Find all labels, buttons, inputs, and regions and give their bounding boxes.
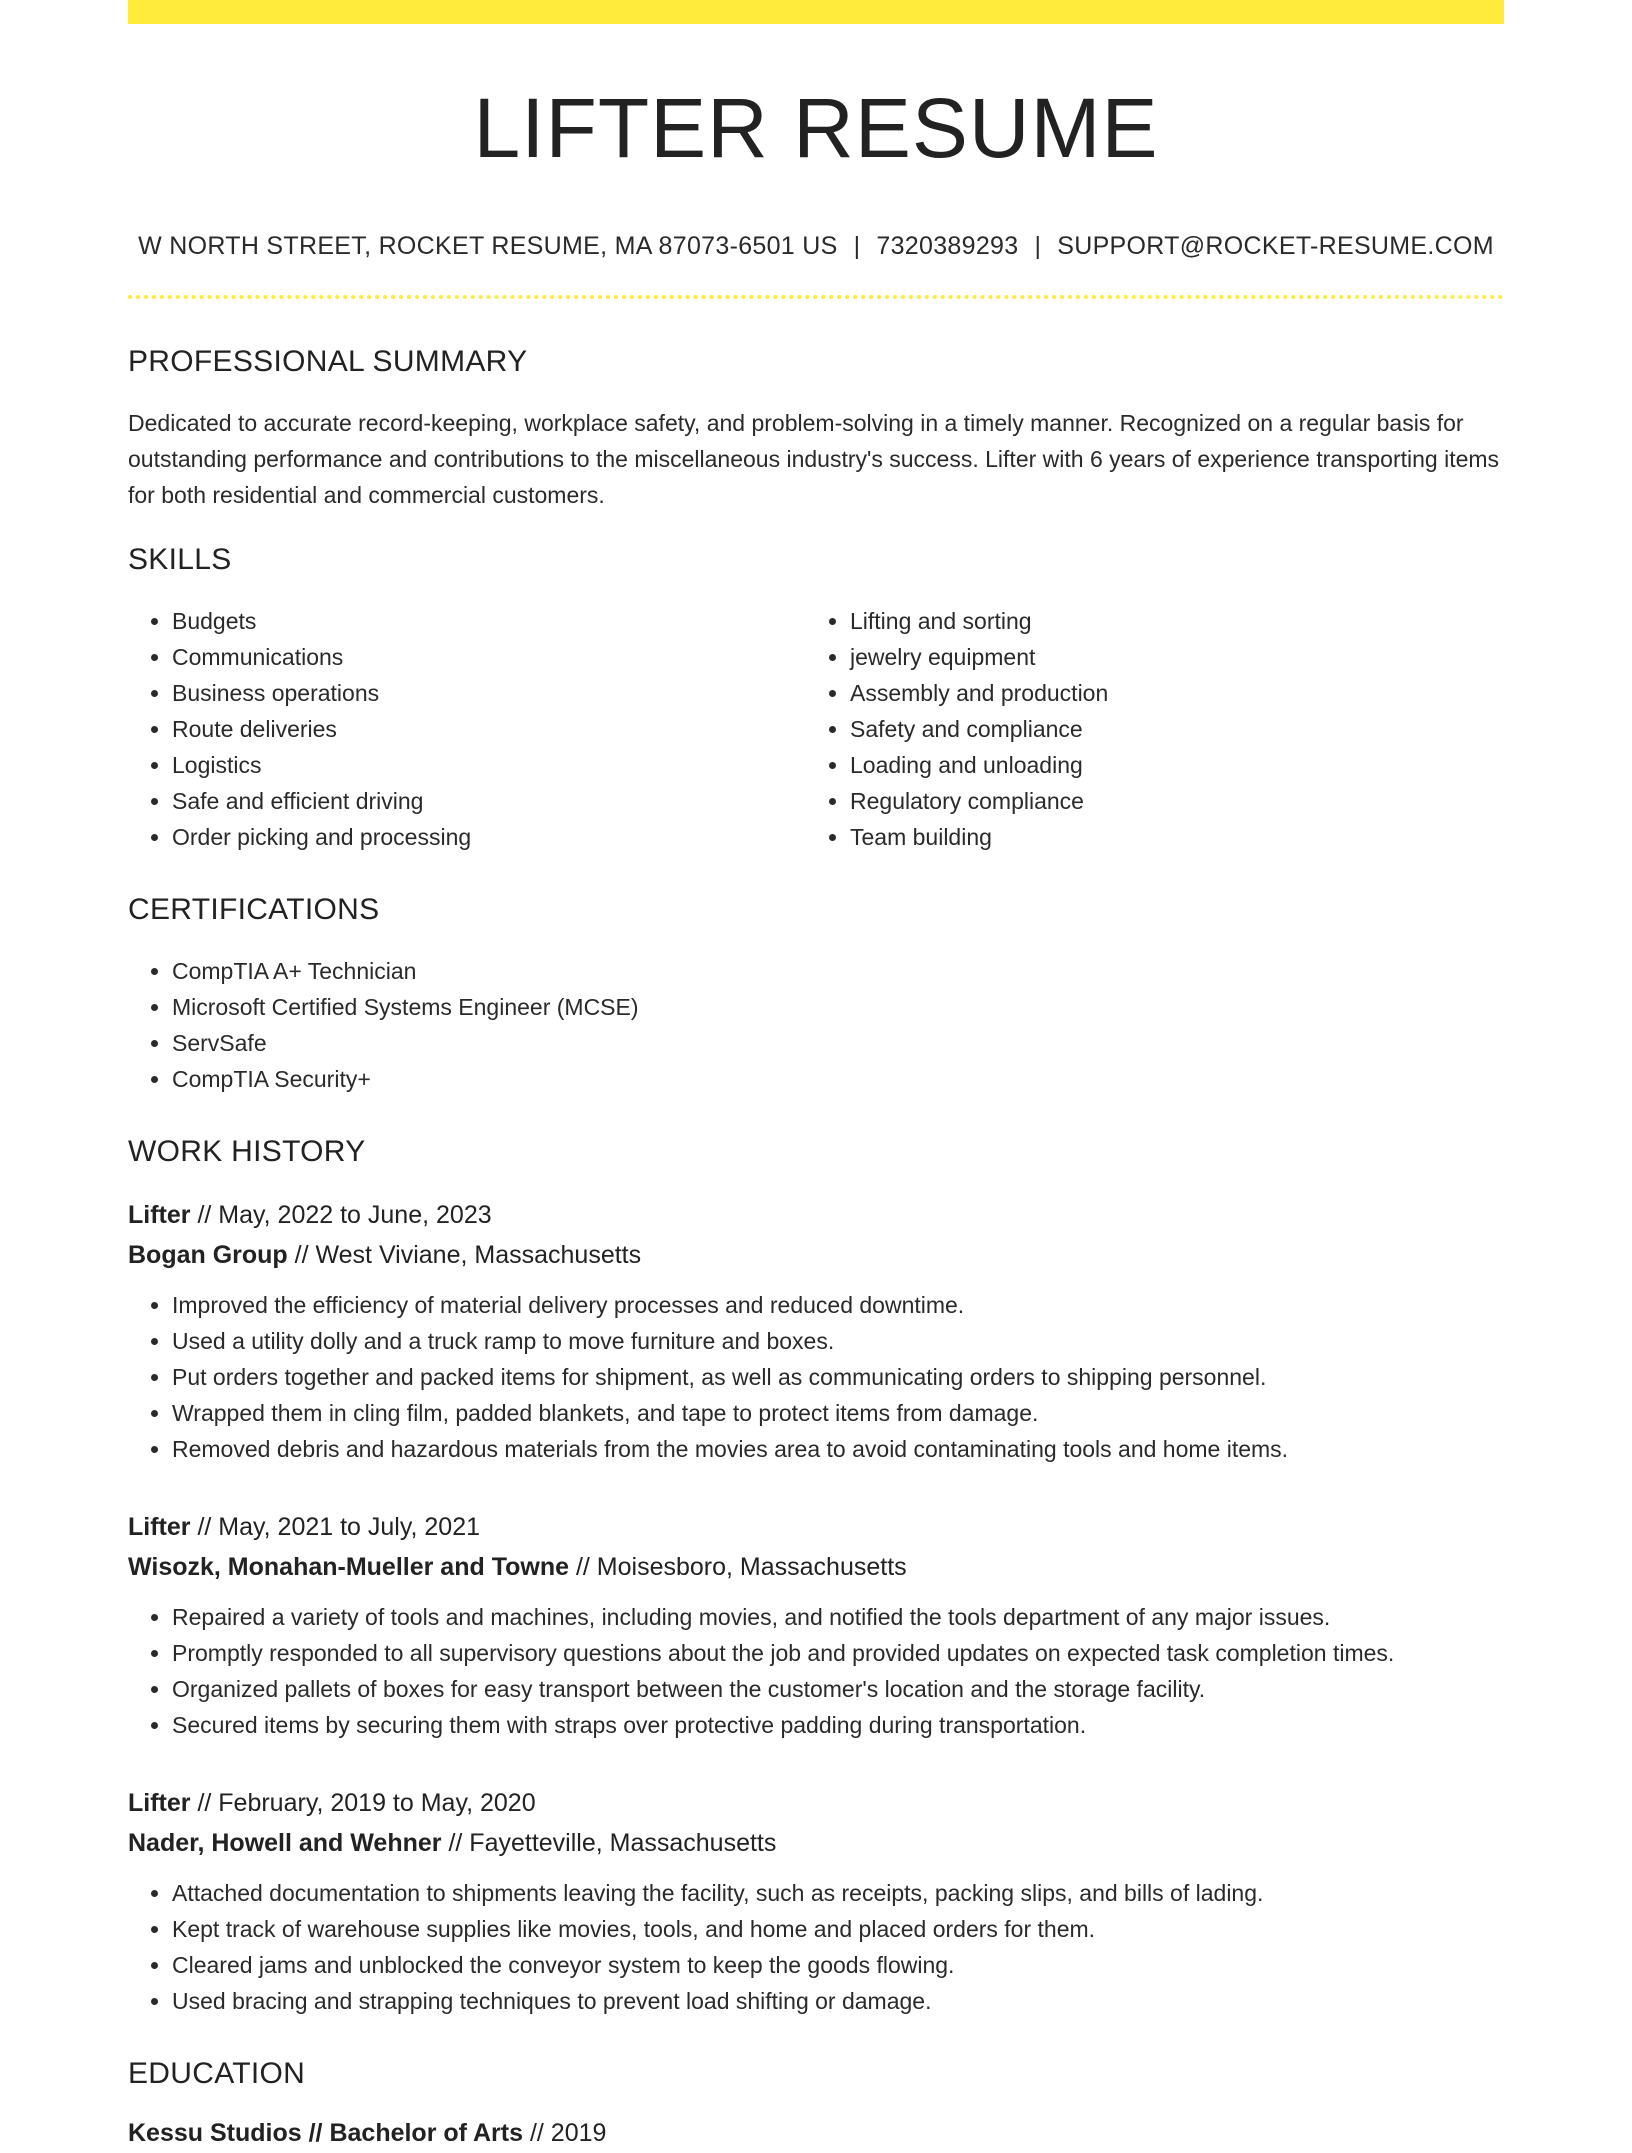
job-company-line: [128, 1235, 1504, 1275]
skills-grid: [128, 603, 1504, 855]
skill-item: • jewelry equipment: [850, 639, 1484, 675]
job-bullet: • Kept track of warehouse supplies like movies, tools, and home and placed orders for them.: [172, 1911, 1504, 1947]
skill-item: • Budgets: [172, 603, 806, 639]
contact-email[interactable]: SUPPORT@ROCKET-RESUME.COM: [1057, 232, 1494, 261]
job-bullets: [128, 1287, 1504, 1467]
dotted-divider: [128, 295, 1504, 299]
certifications-list: [128, 953, 1504, 1097]
contact-phone[interactable]: 7320389293: [876, 232, 1019, 261]
top-accent-bar: [128, 0, 1504, 24]
job-title: Lifter: [128, 1789, 191, 1818]
certification-item: • Microsoft Certified Systems Engineer (MCSE): [172, 989, 1504, 1025]
job-title-line: [128, 1195, 1504, 1235]
education-section: [128, 2057, 1504, 2153]
skills-section: [128, 543, 1504, 855]
education-year: // 2019: [523, 2119, 607, 2148]
job-company: Wisozk, Monahan-Mueller and Towne: [128, 1553, 570, 1582]
job-title-line: [128, 1783, 1504, 1823]
job-bullet: • Cleared jams and unblocked the conveyor system to keep the goods flowing.: [172, 1947, 1504, 1983]
job-location: // West Viviane, Massachusetts: [287, 1241, 642, 1270]
section-heading: EDUCATION: [128, 2057, 306, 2091]
skill-item: • Regulatory compliance: [850, 783, 1484, 819]
skill-item: • Safety and compliance: [850, 711, 1484, 747]
job-bullet: • Wrapped them in cling film, padded blankets, and tape to protect items from damage.: [172, 1395, 1504, 1431]
job-bullet: • Put orders together and packed items for shipment, as well as communicating orders to shipping personnel.: [172, 1359, 1504, 1395]
skill-item: • Assembly and production: [850, 675, 1484, 711]
skill-item: • Route deliveries: [172, 711, 806, 747]
contact-separator: |: [1034, 232, 1042, 261]
professional-summary-section: [128, 345, 1504, 513]
skill-item: • Team building: [850, 819, 1484, 855]
section-heading: WORK HISTORY: [128, 1135, 366, 1169]
certification-item: • CompTIA A+ Technician: [172, 953, 1504, 989]
section-heading: CERTIFICATIONS: [128, 893, 380, 927]
contact-line: [128, 232, 1504, 261]
job-bullets: [128, 1875, 1504, 2019]
summary-text: Dedicated to accurate record-keeping, workplace safety, and problem-solving in a timely manner. Recognized on a regular basis for outstanding performance and contributions to the miscellaneous industry's success. Lifter with 6 years of experience transporting items for both residential and commercial customers.: [128, 410, 1500, 509]
job-title: Lifter: [128, 1201, 191, 1230]
job-bullet: • Secured items by securing them with straps over protective padding during transportation.: [172, 1707, 1504, 1743]
section-heading: SKILLS: [128, 543, 232, 577]
skills-list-right: [806, 603, 1484, 855]
education-degree: Bachelor of Arts: [329, 2119, 524, 2148]
job-bullet: • Improved the efficiency of material delivery processes and reduced downtime.: [172, 1287, 1504, 1323]
job-entry: [128, 1195, 1504, 1467]
education-school: Kessu Studios: [128, 2119, 302, 2148]
skill-item: • Logistics: [172, 747, 806, 783]
job-bullet: • Organized pallets of boxes for easy transport between the customer's location and the storage facility.: [172, 1671, 1504, 1707]
job-entry: [128, 1783, 1504, 2019]
skill-item: • Communications: [172, 639, 806, 675]
job-dates: // May, 2021 to July, 2021: [190, 1513, 481, 1542]
education-line: Kessu Studios // Bachelor of Arts // 2019: [128, 2119, 607, 2148]
job-bullet: • Promptly responded to all supervisory questions about the job and provided updates on expected task completion times.: [172, 1635, 1504, 1671]
certification-item: • ServSafe: [172, 1025, 1504, 1061]
job-bullet: • Repaired a variety of tools and machines, including movies, and notified the tools department of any major issues.: [172, 1599, 1504, 1635]
job-bullets: [128, 1599, 1504, 1743]
job-company-line: [128, 1823, 1504, 1863]
job-company-line: [128, 1547, 1504, 1587]
resume-title: LIFTER RESUME: [473, 81, 1159, 175]
skill-item: • Loading and unloading: [850, 747, 1484, 783]
job-dates: // May, 2022 to June, 2023: [190, 1201, 492, 1230]
job-location: // Moisesboro, Massachusetts: [569, 1553, 907, 1582]
job-bullet: • Used bracing and strapping techniques to prevent load shifting or damage.: [172, 1983, 1504, 2019]
resume-page: [128, 0, 1504, 2153]
job-bullet: • Removed debris and hazardous materials from the movies area to avoid contaminating tools and home items.: [172, 1431, 1504, 1467]
certification-item: • CompTIA Security+: [172, 1061, 1504, 1097]
skill-item: • Order picking and processing: [172, 819, 806, 855]
job-bullet: • Used a utility dolly and a truck ramp to move furniture and boxes.: [172, 1323, 1504, 1359]
job-title: Lifter: [128, 1513, 191, 1542]
skill-item: • Business operations: [172, 675, 806, 711]
skill-item: • Lifting and sorting: [850, 603, 1484, 639]
job-bullet: • Attached documentation to shipments leaving the facility, such as receipts, packing slips, and bills of lading.: [172, 1875, 1504, 1911]
certifications-section: [128, 893, 1504, 1097]
contact-separator: |: [853, 232, 861, 261]
skill-item: • Safe and efficient driving: [172, 783, 806, 819]
contact-address: W NORTH STREET, ROCKET RESUME, MA 87073-6501 US: [138, 232, 838, 261]
section-heading: PROFESSIONAL SUMMARY: [128, 345, 528, 379]
job-company: Nader, Howell and Wehner: [128, 1829, 442, 1858]
job-company: Bogan Group: [128, 1241, 288, 1270]
job-location: // Fayetteville, Massachusetts: [441, 1829, 777, 1858]
job-title-line: [128, 1507, 1504, 1547]
job-dates: // February, 2019 to May, 2020: [190, 1789, 536, 1818]
work-history-section: [128, 1135, 1504, 2019]
skills-list-left: [128, 603, 806, 855]
job-entry: [128, 1507, 1504, 1743]
